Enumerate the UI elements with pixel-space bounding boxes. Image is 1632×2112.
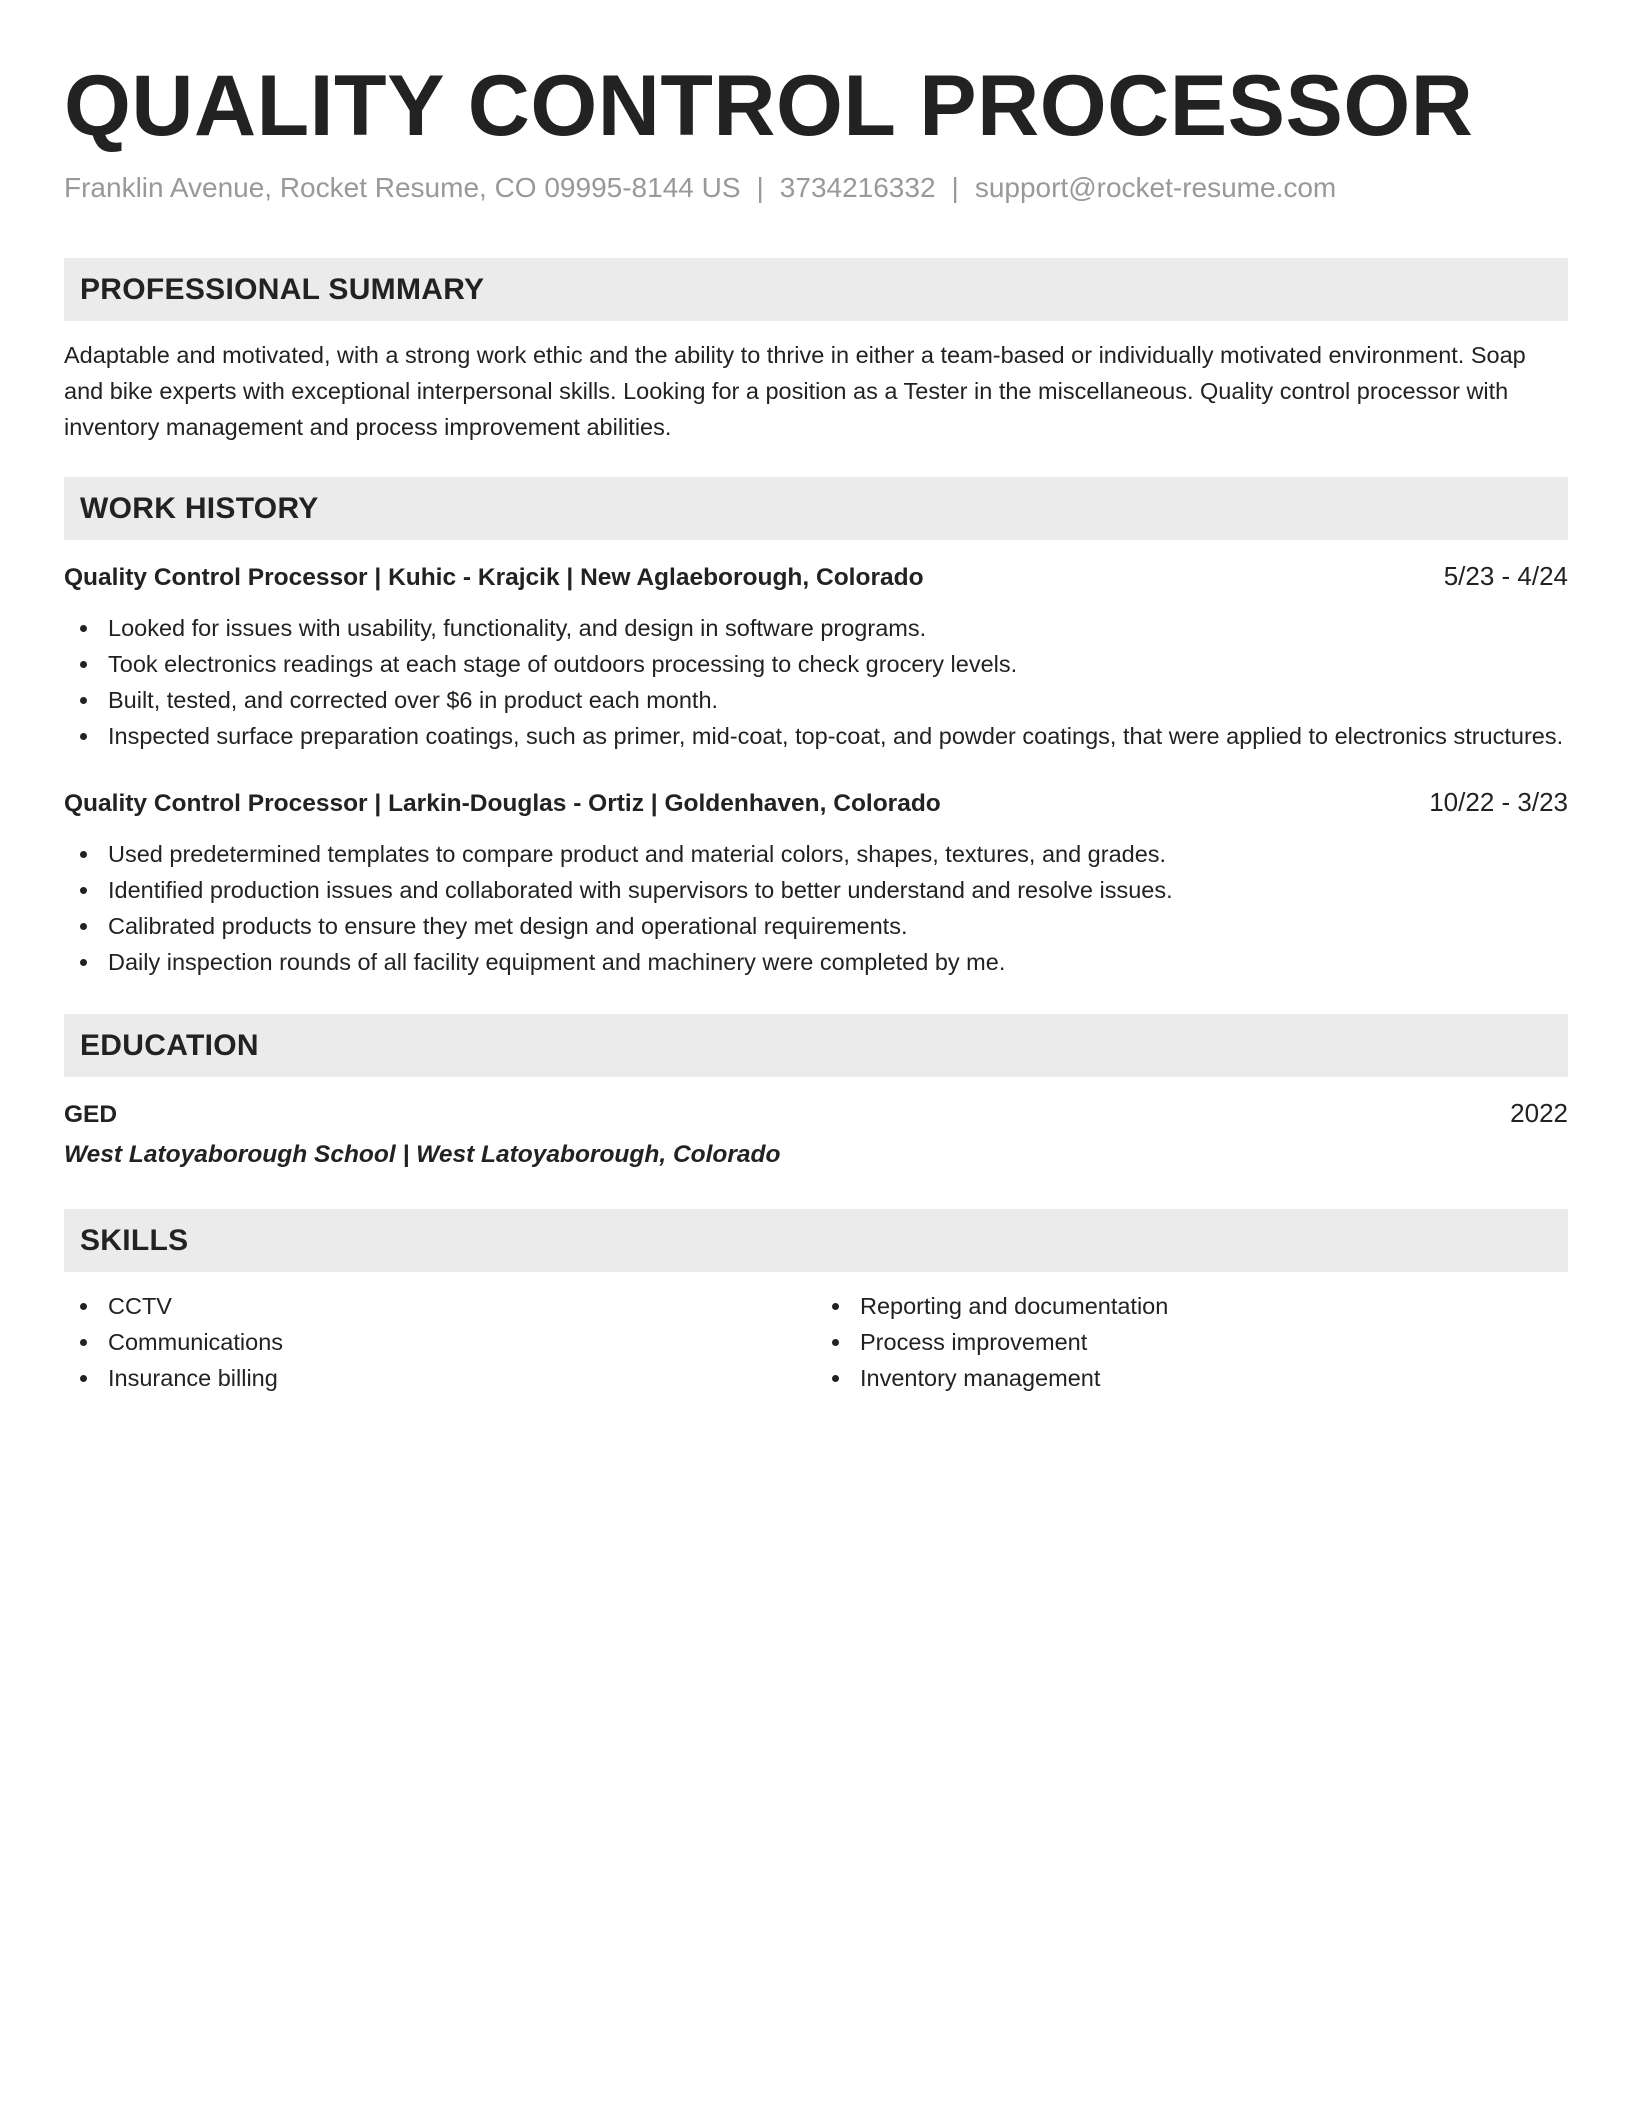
job-bullet-text: Calibrated products to ensure they met design and operational requirements. (108, 913, 908, 939)
job-bullet-list (64, 610, 1568, 754)
skill-text: Inventory management (860, 1365, 1101, 1391)
contact-separator: | (951, 172, 959, 203)
skill-item (108, 1288, 816, 1324)
job-header (64, 558, 1568, 596)
skills-grid (64, 1288, 1568, 1396)
bullet-dot-icon (80, 851, 87, 858)
bullet-dot-icon (80, 661, 87, 668)
job-header (64, 784, 1568, 822)
skills-list (64, 1288, 816, 1396)
section-header-skills: SKILLS (64, 1209, 1568, 1272)
education-degree: GED (64, 1101, 118, 1128)
skill-text: Reporting and documentation (860, 1293, 1169, 1319)
contact-phone: 3734216332 (779, 172, 936, 203)
skills-list (816, 1288, 1568, 1396)
education-year: 2022 (1510, 1098, 1568, 1128)
job-bullet (108, 682, 1568, 718)
bullet-dot-icon (80, 1339, 87, 1346)
job-bullet (108, 872, 1568, 908)
job-entry (64, 784, 1568, 980)
section-header-education: EDUCATION (64, 1014, 1568, 1077)
bullet-dot-icon (80, 1303, 87, 1310)
job-bullet-text: Looked for issues with usability, functionality, and design in software programs. (108, 615, 927, 641)
job-bullet (108, 836, 1568, 872)
education-school: West Latoyaborough School | West Latoyaborough, Colorado (64, 1141, 781, 1168)
job-bullet (108, 718, 1568, 754)
candidate-name: QUALITY CONTROL PROCESSOR (64, 58, 1474, 154)
bullet-dot-icon (80, 733, 87, 740)
bullet-dot-icon (80, 959, 87, 966)
section-header-work-history: WORK HISTORY (64, 477, 1568, 540)
bullet-dot-icon (832, 1303, 839, 1310)
job-bullet (108, 944, 1568, 980)
bullet-dot-icon (80, 625, 87, 632)
skill-item (108, 1360, 816, 1396)
skill-text: Process improvement (860, 1329, 1088, 1355)
job-title: Quality Control Processor | Kuhic - Krajcik | New Aglaeborough, Colorado (64, 564, 924, 591)
skill-text: Communications (108, 1329, 284, 1355)
bullet-dot-icon (80, 697, 87, 704)
skill-text: CCTV (108, 1293, 172, 1319)
job-bullet-text: Took electronics readings at each stage of outdoors processing to check grocery levels. (108, 651, 1018, 677)
bullet-dot-icon (80, 1375, 87, 1382)
skill-item (860, 1288, 1568, 1324)
job-bullet-text: Used predetermined templates to compare product and material colors, shapes, textures, and grades. (108, 841, 1167, 867)
contact-address: Franklin Avenue, Rocket Resume, CO 09995-8144 US (64, 172, 741, 203)
skill-item (860, 1360, 1568, 1396)
bullet-dot-icon (80, 923, 87, 930)
section-header-summary: PROFESSIONAL SUMMARY (64, 258, 1568, 321)
job-bullet (108, 610, 1568, 646)
contact-line (64, 170, 1568, 206)
skill-item (860, 1324, 1568, 1360)
job-bullet-text: Built, tested, and corrected over $6 in product each month. (108, 687, 719, 713)
job-dates: 5/23 - 4/24 (1443, 561, 1568, 591)
job-bullet-list (64, 836, 1568, 980)
summary-text: Adaptable and motivated, with a strong work ethic and the ability to thrive in either a team-based or individually motivated environment. Soap and bike experts with exceptional interpersonal skills. Looking for a position as a Tester in the miscellaneous. Quality control processor with inventory management and process improvement abilities. (64, 342, 1526, 440)
job-bullet-text: Inspected surface preparation coatings, such as primer, mid-coat, top-coat, and powder coatings, that were applied to electronics structures. (108, 723, 1564, 749)
skill-item (108, 1324, 816, 1360)
job-title: Quality Control Processor | Larkin-Douglas - Ortiz | Goldenhaven, Colorado (64, 790, 941, 817)
bullet-dot-icon (80, 887, 87, 894)
job-bullet (108, 646, 1568, 682)
job-bullet (108, 908, 1568, 944)
job-bullet-text: Daily inspection rounds of all facility equipment and machinery were completed by me. (108, 949, 1006, 975)
bullet-dot-icon (832, 1339, 839, 1346)
job-entry (64, 558, 1568, 754)
contact-separator: | (756, 172, 764, 203)
job-bullet-text: Identified production issues and collaborated with supervisors to better understand and resolve issues. (108, 877, 1173, 903)
contact-email: support@rocket-resume.com (974, 172, 1337, 203)
bullet-dot-icon (832, 1375, 839, 1382)
skills-column-left (64, 1288, 816, 1396)
skill-text: Insurance billing (108, 1365, 278, 1391)
job-dates: 10/22 - 3/23 (1429, 787, 1568, 817)
education-header (64, 1095, 1568, 1133)
skills-column-right (816, 1288, 1568, 1396)
